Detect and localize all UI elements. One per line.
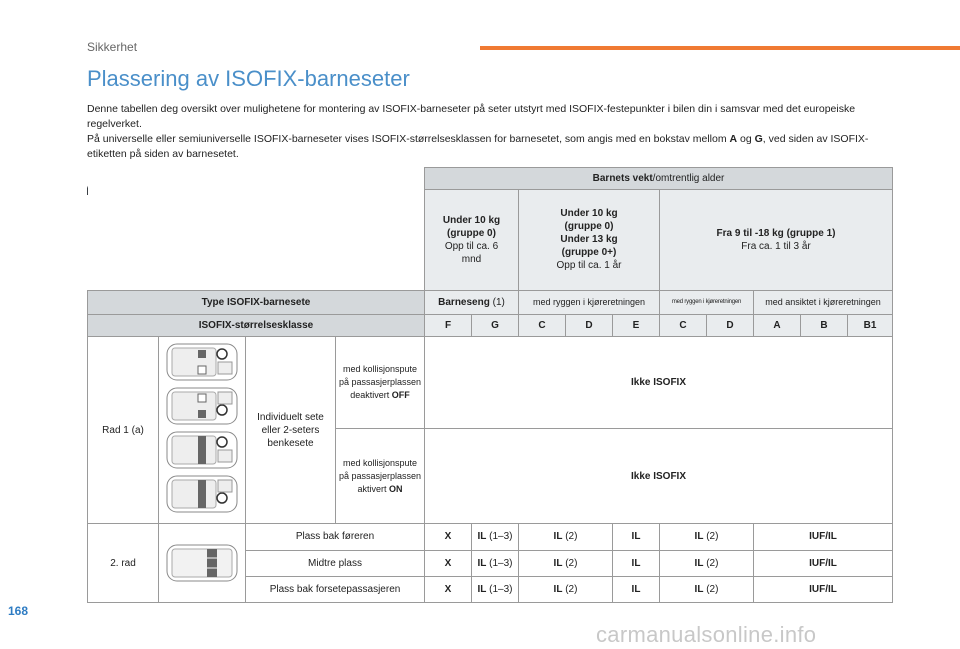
airbag-on-text: med kollisjonspute på passasjerplassen aktivert [338,457,422,494]
size-class-cell [801,314,848,336]
size-c2: C [679,320,687,332]
row2-cell [425,550,472,576]
row1-on-result [425,428,893,524]
group-1-cell [660,190,893,291]
group-0-l2: (gruppe 0) [447,227,496,239]
cell-note: (1–3) [489,557,513,569]
row2-cell [519,524,613,550]
cell-note: (1–3) [489,583,513,595]
cell-note: (2) [706,583,719,595]
size-f: F [444,320,452,332]
row1-on-result-text: Ikke ISOFIX [630,470,687,482]
row1-off-result [425,337,893,429]
page-number: 168 [8,604,29,618]
cell-note: (2) [565,583,578,595]
intro-paragraph-2 [87,132,887,162]
type-label: Type ISOFIX-barnesete [88,290,425,314]
row2-cell [613,524,660,550]
intro-text [87,102,887,162]
size-d: D [585,320,593,332]
row2-cell [472,550,519,576]
row2-cell [472,524,519,550]
cell-il: IL [477,583,487,595]
cell-x: X [444,531,452,543]
size-g: G [491,320,499,332]
row2-cell [660,550,754,576]
airbag-on-cell [336,428,425,524]
section-header: Sikkerhet [87,40,138,54]
size-c: C [538,320,546,332]
row2-cell [472,576,519,602]
intro-p2-og: og [737,133,755,145]
size-d2: D [726,320,734,332]
size-label: ISOFIX-størrelsesklasse [88,314,425,336]
row2-seat-0: Plass bak føreren [246,524,425,550]
group-2-l2: Fra ca. 1 til 3 år [741,240,811,252]
size-b: B [820,320,828,332]
group-1-l5: Opp til ca. 1 år [556,260,622,272]
cell-note: (2) [565,531,578,543]
row2-label: 2. rad [88,524,159,603]
weight-header-rest: /omtrentlig alder [652,173,725,185]
row2-cell [754,524,893,550]
cell-note: (2) [706,557,719,569]
size-class-cell [848,314,893,336]
group-0-cell [425,190,519,291]
group-0-l3: Opp til ca. 6 [444,240,499,252]
size-b1: B1 [863,320,877,332]
cell-il: IL [631,557,641,569]
row2-cell [519,550,613,576]
row1-off-result-text: Ikke ISOFIX [630,376,687,388]
cell-il: IL [694,557,704,569]
size-class-cell [425,314,472,336]
group-1-l1: Under 10 kg [560,208,618,220]
type-barneseng-note: (1) [492,296,505,308]
cell-il: IL [694,583,704,595]
intro-letter-g: G [754,133,763,145]
type-barneseng-label: Barneseng [438,296,490,308]
size-class-cell [566,314,613,336]
group-0-l4: mnd [461,253,482,265]
group-1-l2: (gruppe 0) [564,221,614,233]
row2-cell [754,550,893,576]
row2-cell [613,550,660,576]
row2-seat-2: Plass bak forsetepassasjeren [246,576,425,602]
type-rear-1: med ryggen i kjøreretningen [519,290,660,314]
cell-x: X [444,583,452,595]
type-forward: med ansiktet i kjøreretningen [754,290,893,314]
group-0plus-cell [519,190,660,291]
row2-cell [660,524,754,550]
cell-il: IL [477,531,487,543]
size-class-cell [660,314,707,336]
cell-note: (2) [565,557,578,569]
watermark: carmanualsonline.info [596,622,817,647]
size-class-cell [707,314,754,336]
size-class-cell [472,314,519,336]
row2-cell [425,576,472,602]
row1-seat-type: Individuelt sete eller 2-seters benkesete [246,337,336,524]
row2-cell [519,576,613,602]
cell-note: (1–3) [489,531,513,543]
cell-il: IL [477,557,487,569]
row2-cell [613,576,660,602]
accent-bar [480,46,960,50]
group-0-l1: Under 10 kg [442,214,501,226]
size-a: A [773,320,781,332]
cell-il: IL [631,583,641,595]
airbag-off-text: med kollisjonspute på passasjerplassen deaktivert [338,363,422,400]
airbag-off-cell [336,337,425,429]
weight-header [425,168,893,190]
cell-iuf: IUF/IL [809,583,837,595]
intro-letter-a: A [729,133,738,145]
cell-il: IL [631,531,641,543]
front-seat-diagram-icon [162,342,242,518]
cell-il: IL [694,531,704,543]
row2-cell [425,524,472,550]
airbag-on-state: ON [389,483,403,494]
intro-p2-text: På universelle eller semiuniverselle ISOFIX-barneseter vises ISOFIX-størrelsesklassen for barnesetet, som angis med en bokstav mellom [87,133,730,145]
size-e: E [632,320,640,332]
row1-seat-diagrams [159,337,246,524]
cell-note: (2) [706,531,719,543]
intro-p2-end: , ved siden av ISOFIX-etiketten på siden av barnesetet. [87,133,869,160]
cell-iuf: IUF/IL [809,531,837,543]
size-class-cell [754,314,801,336]
type-rear-2: med ryggen i kjøreretningen [660,290,754,314]
group-1-l4: (gruppe 0+) [561,247,617,259]
group-2-l1: Fra 9 til -18 kg (gruppe 1) [716,227,836,239]
group-1-l3: Under 13 kg [560,234,618,246]
isofix-table [87,167,893,603]
row1-label: Rad 1 (a) [88,337,159,524]
size-class-cell [519,314,566,336]
row2-cell [754,576,893,602]
type-barneseng [425,290,519,314]
cell-il: IL [553,531,563,543]
size-class-cell [613,314,660,336]
row2-seat-diagram [159,524,246,603]
cell-il: IL [553,557,563,569]
cell-il: IL [553,583,563,595]
cell-x: X [444,557,452,569]
intro-paragraph-1: Denne tabellen deg oversikt over mulighetene for montering av ISOFIX-barneseter på seter utstyrt med ISOFIX-festepunkter i bilen din i samsvar med det europeiske regelverket. [87,103,856,130]
cell-iuf: IUF/IL [809,557,837,569]
rear-seat-diagram-icon [162,543,242,583]
airbag-off-state: OFF [391,389,410,400]
page-title: Plassering av ISOFIX-barneseter [87,66,410,91]
row2-seat-1: Midtre plass [246,550,425,576]
row2-cell [660,576,754,602]
weight-header-bold: Barnets vekt [592,173,653,185]
